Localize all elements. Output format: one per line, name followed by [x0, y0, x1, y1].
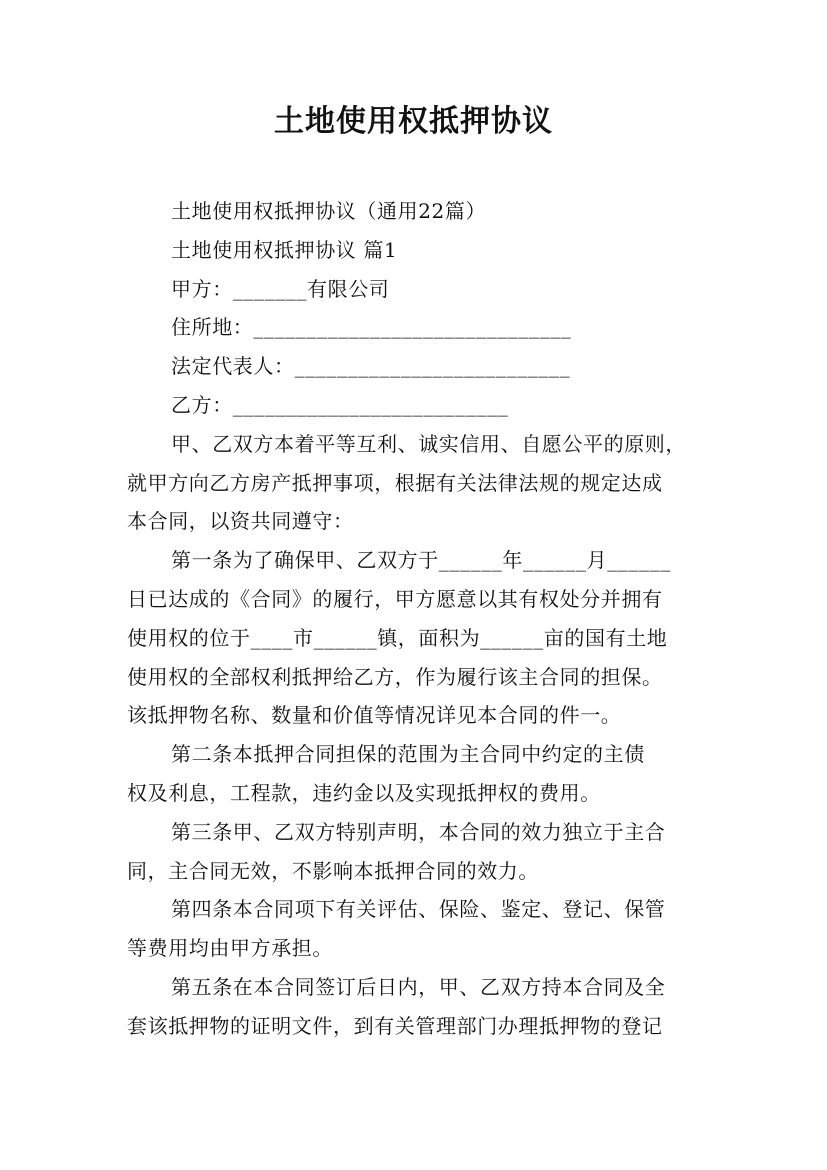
doc-line-paragraph: 使用权的位于____市______镇，面积为______亩的国有土地: [127, 625, 668, 650]
document-title: 土地使用权抵押协议: [274, 104, 553, 139]
doc-line-legal-rep: 法定代表人：__________________________: [171, 354, 571, 379]
doc-line-article-2: 第二条本抵押合同担保的范围为主合同中约定的主债: [171, 742, 645, 767]
doc-line-paragraph: 同，主合同无效，不影响本抵押合同的效力。: [127, 858, 539, 883]
doc-line-party-b: 乙方：__________________________: [171, 392, 509, 417]
doc-line-paragraph: 该抵押物名称、数量和价值等情况详见本合同的件一。: [127, 703, 622, 728]
document-body: [127, 192, 707, 1046]
doc-line-address: 住所地：______________________________: [171, 315, 572, 340]
doc-line-paragraph: 本合同，以资共同遵守：: [127, 509, 354, 534]
doc-line-article-1: 第一条为了确保甲、乙双方于______年______月______: [171, 548, 671, 573]
doc-line-subtitle: 土地使用权抵押协议（通用22篇）: [171, 199, 487, 223]
doc-line-paragraph: 权及利息，工程款，违约金以及实现抵押权的费用。: [127, 780, 601, 805]
doc-line-paragraph: 日已达成的《合同》的履行，甲方愿意以其有权处分并拥有: [127, 586, 663, 611]
doc-line-party-a: 甲方：_______有限公司: [171, 276, 390, 301]
doc-line-article-3: 第三条甲、乙双方特别声明，本合同的效力独立于主合: [171, 819, 666, 844]
doc-line-paragraph: 使用权的全部权利抵押给乙方，作为履行该主合同的担保。: [127, 664, 663, 689]
doc-line-paragraph: 甲、乙双方本着平等互利、诚实信用、自愿公平的原则，: [171, 431, 686, 456]
doc-line-article-4: 第四条本合同项下有关评估、保险、鉴定、登记、保管: [171, 897, 666, 922]
doc-line-paragraph: 等费用均由甲方承担。: [127, 936, 333, 961]
doc-line-paragraph: 套该抵押物的证明文件，到有关管理部门办理抵押物的登记: [127, 1013, 663, 1038]
doc-line-paragraph: 就甲方向乙方房产抵押事项，根据有关法律法规的规定达成: [127, 470, 663, 495]
doc-line-article-5: 第五条在本合同签订后日内，甲、乙双方持本合同及全: [171, 974, 666, 999]
doc-line-article-heading: 土地使用权抵押协议 篇1: [171, 237, 398, 262]
